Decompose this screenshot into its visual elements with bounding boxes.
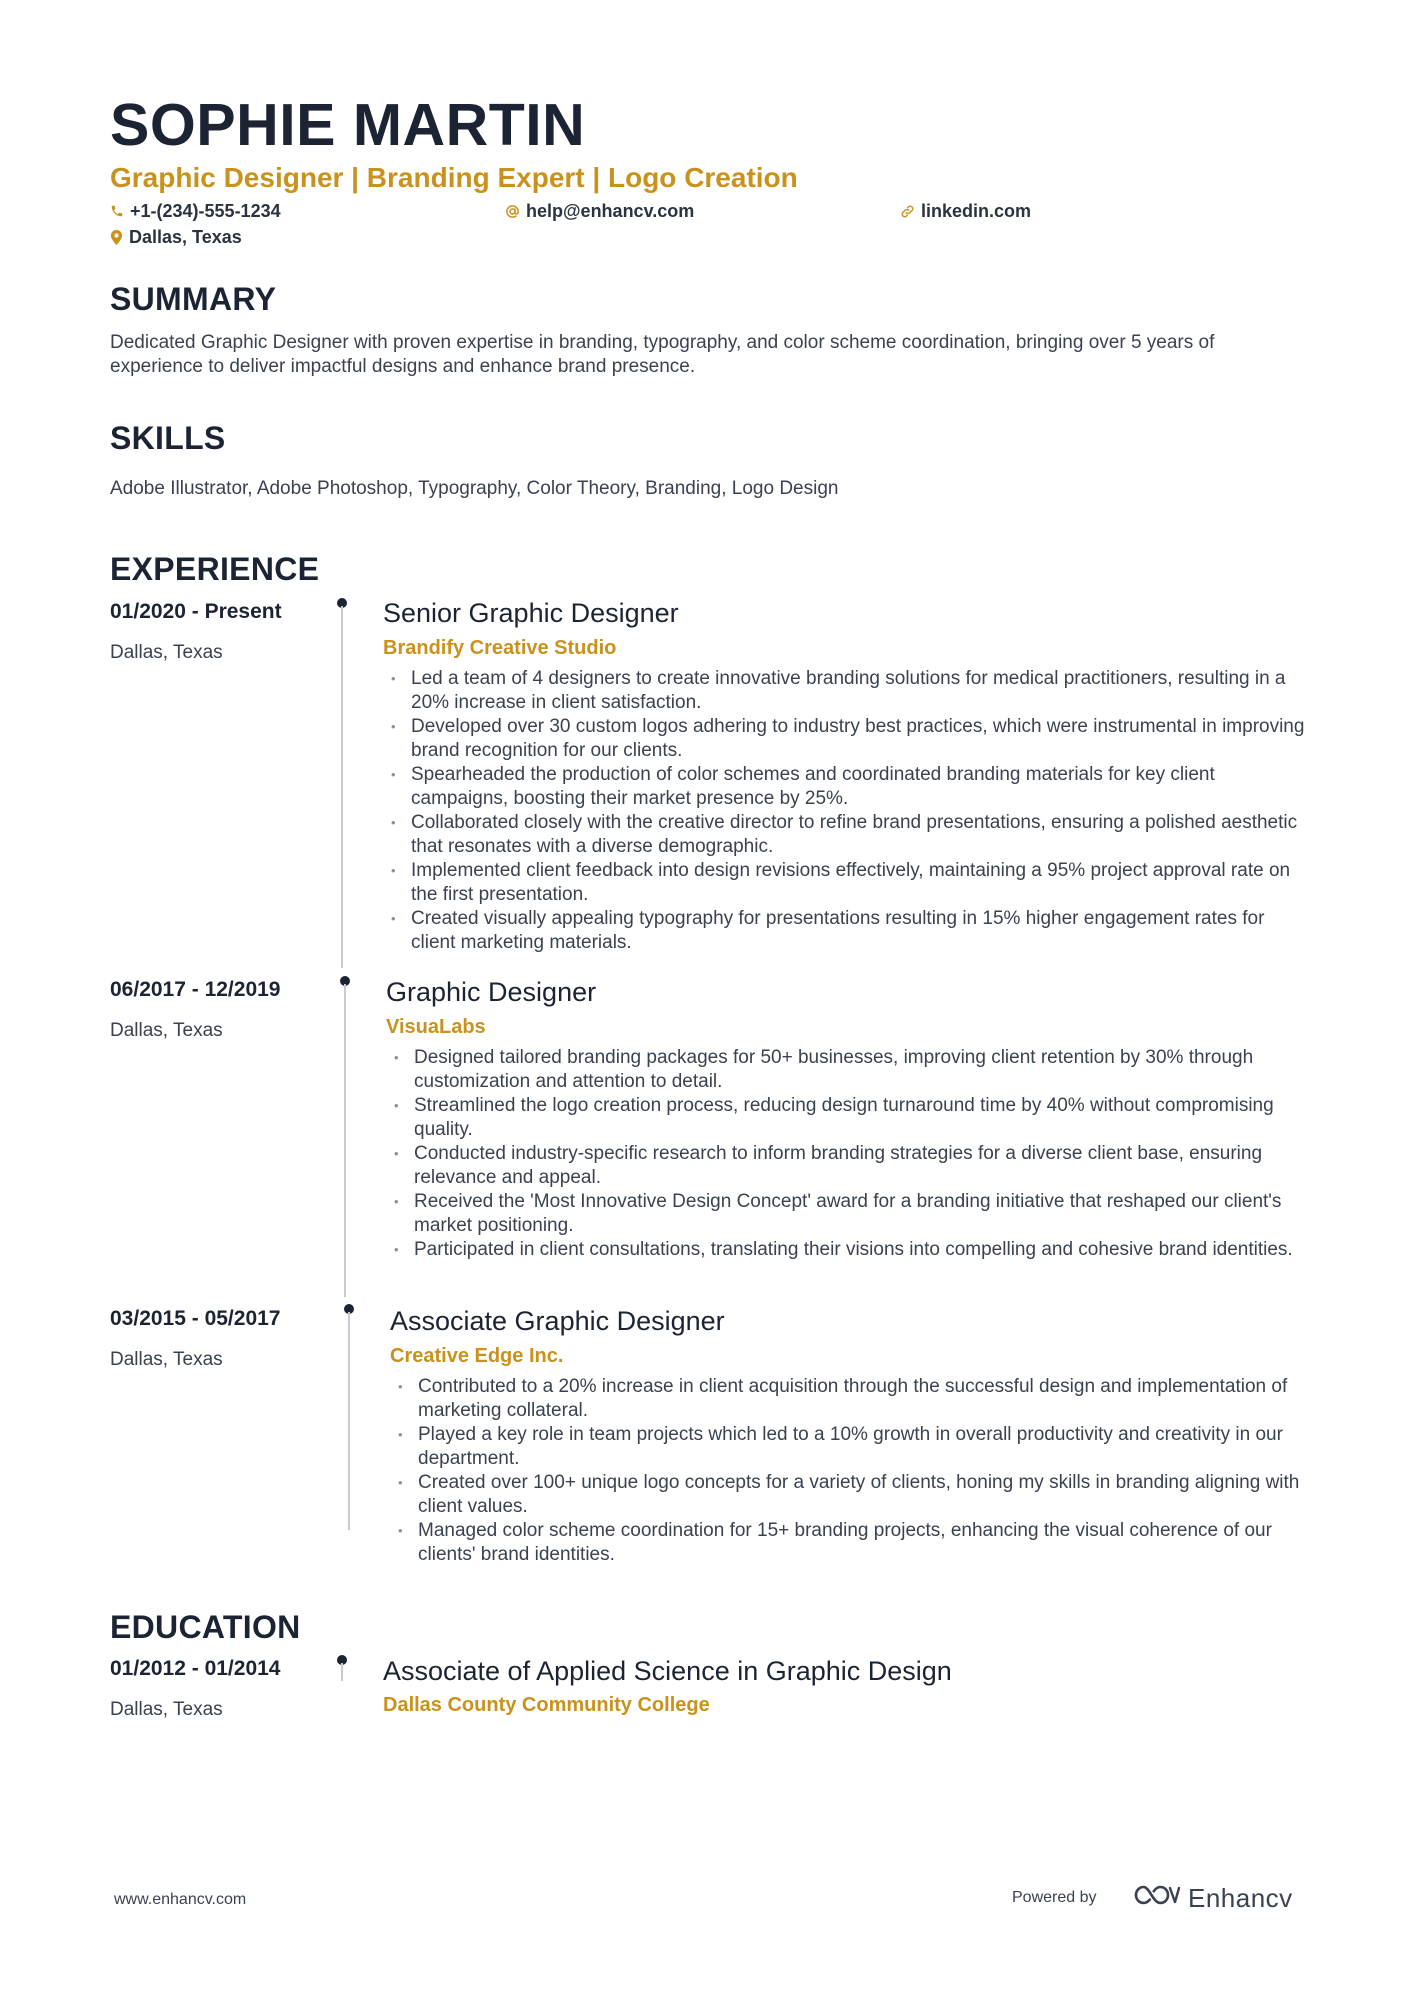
skills-text: Adobe Illustrator, Adobe Photoshop, Typography, Color Theory, Branding, Logo Design [110, 478, 839, 499]
list-item: • Created over 100+ unique logo concepts for a variety of clients, honing my skills in branding aligning with client values. [390, 1471, 1313, 1519]
skills-heading: SKILLS [110, 420, 226, 456]
enhancv-logo-icon [1132, 1882, 1180, 1913]
education-heading: EDUCATION [110, 1609, 301, 1645]
candidate-headline: Graphic Designer | Branding Expert | Logo Creation [110, 162, 798, 193]
job-bullets [383, 667, 1313, 955]
job-bullets [386, 1046, 1313, 1262]
contact-linkedin[interactable] [900, 202, 1031, 220]
candidate-name: SOPHIE MARTIN [110, 92, 586, 158]
job-title: Graphic Designer [386, 977, 597, 1007]
job-dates: 06/2017 - 12/2019 [110, 978, 281, 1001]
contact-phone [110, 202, 281, 220]
list-item: • Conducted industry-specific research to inform branding strategies for a diverse client base, ensuring relevance and appeal. [386, 1142, 1313, 1190]
education-degree: Associate of Applied Science in Graphic Design [383, 1656, 952, 1686]
education-location: Dallas, Texas [110, 1699, 223, 1720]
job-dates: 01/2020 - Present [110, 600, 282, 623]
enhancv-brand-name: Enhancv [1188, 1882, 1293, 1913]
at-icon [505, 204, 520, 219]
job-dates: 03/2015 - 05/2017 [110, 1307, 281, 1330]
summary-text: Dedicated Graphic Designer with proven expertise in branding, typography, and color scheme coordination, bringing over 5 years of experience to deliver impactful designs and enhance brand presence. [110, 332, 1215, 377]
list-item: • Spearheaded the production of color schemes and coordinated branding materials for key client campaigns, boosting their market presence by 25%. [383, 763, 1313, 811]
powered-by-label: Powered by [1012, 1889, 1097, 1906]
list-item: • Managed color scheme coordination for 15+ branding projects, enhancing the visual coherence of our clients' brand identities. [390, 1519, 1313, 1567]
linkedin-text: linkedin.com [921, 201, 1032, 221]
job-bullets [390, 1375, 1313, 1567]
summary-heading: SUMMARY [110, 281, 277, 317]
link-icon [900, 204, 915, 219]
job-title: Senior Graphic Designer [383, 598, 679, 628]
email-text: help@enhancv.com [526, 201, 695, 221]
list-item: • Implemented client feedback into design revisions effectively, maintaining a 95% project approval rate on the first presentation. [383, 859, 1313, 907]
timeline-line [348, 1312, 350, 1530]
enhancv-brand[interactable] [1132, 1882, 1293, 1913]
list-item: • Contributed to a 20% increase in client acquisition through the successful design and implementation of marketing collateral. [390, 1375, 1313, 1423]
timeline-line [344, 984, 346, 1297]
timeline-line [341, 1663, 343, 1681]
job-company: VisuaLabs [386, 1016, 486, 1038]
job-location: Dallas, Texas [110, 1349, 223, 1370]
list-item: • Created visually appealing typography for presentations resulting in 15% higher engagement rates for client marketing materials. [383, 907, 1313, 955]
job-company: Creative Edge Inc. [390, 1345, 564, 1367]
timeline-line [341, 606, 343, 968]
location-pin-icon [110, 230, 123, 245]
phone-text: +1-(234)-555-1234 [130, 201, 281, 221]
list-item: • Designed tailored branding packages for 50+ businesses, improving client retention by 30% through customization and attention to detail. [386, 1046, 1313, 1094]
experience-heading: EXPERIENCE [110, 551, 320, 587]
education-dates: 01/2012 - 01/2014 [110, 1657, 281, 1680]
list-item: • Received the 'Most Innovative Design Concept' award for a branding initiative that reshaped our client's market positioning. [386, 1190, 1313, 1238]
list-item: • Participated in client consultations, translating their visions into compelling and cohesive brand identities. [386, 1238, 1313, 1262]
list-item: • Played a key role in team projects which led to a 10% growth in overall productivity and creativity in our department. [390, 1423, 1313, 1471]
contact-location [110, 228, 242, 246]
list-item: • Led a team of 4 designers to create innovative branding solutions for medical practitioners, resulting in a 20% increase in client satisfaction. [383, 667, 1313, 715]
phone-icon [110, 204, 124, 218]
footer-url[interactable]: www.enhancv.com [114, 1891, 247, 1908]
job-title: Associate Graphic Designer [390, 1306, 725, 1336]
education-school: Dallas County Community College [383, 1694, 710, 1716]
list-item: • Streamlined the logo creation process, reducing design turnaround time by 40% without compromising quality. [386, 1094, 1313, 1142]
contact-email[interactable] [505, 202, 694, 220]
list-item: • Developed over 30 custom logos adhering to industry best practices, which were instrumental in improving brand recognition for our clients. [383, 715, 1313, 763]
job-location: Dallas, Texas [110, 1020, 223, 1041]
location-text: Dallas, Texas [129, 227, 242, 247]
job-location: Dallas, Texas [110, 642, 223, 663]
list-item: • Collaborated closely with the creative director to refine brand presentations, ensuring a polished aesthetic that resonates with a diverse demographic. [383, 811, 1313, 859]
job-company: Brandify Creative Studio [383, 637, 617, 659]
